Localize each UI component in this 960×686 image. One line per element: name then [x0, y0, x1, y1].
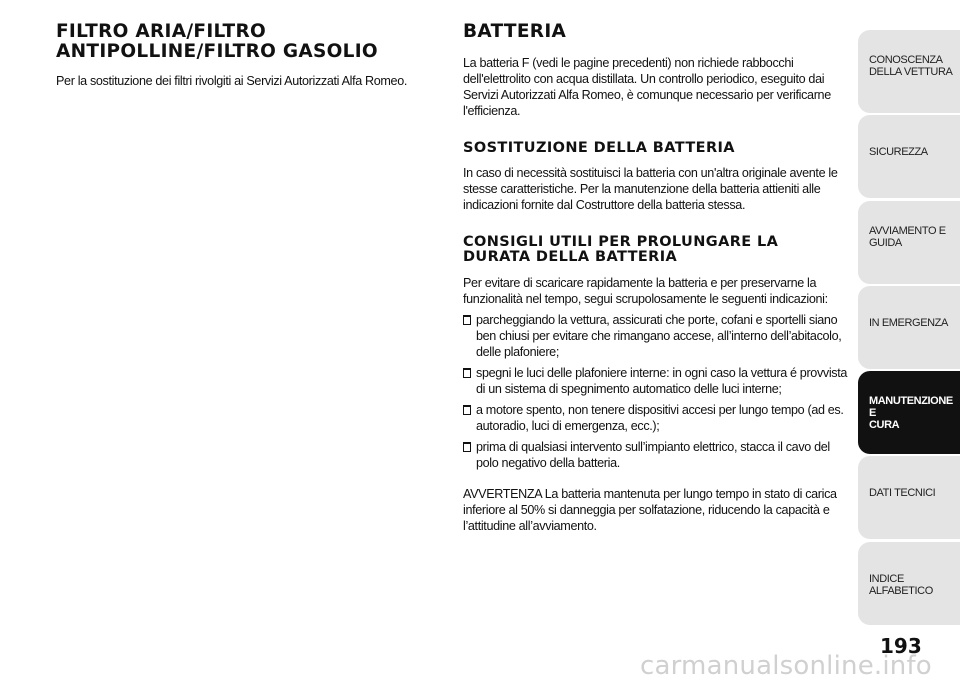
- list-item: [463, 439, 855, 471]
- heading-line-1: FILTRO ARIA/FILTRO: [56, 21, 267, 42]
- checkbox-bullet-icon: [463, 405, 471, 415]
- filters-body-text: Per la sostituzione dei filtri rivolgiti ai Servizi Autorizzati Alfa Romeo.: [56, 74, 408, 88]
- tab-label-line-2: GUIDA: [869, 236, 902, 249]
- tip-text: spegni le luci delle plafoniere interne: in ogni caso la vettura é provvista di un sistema di spegnimento automatico delle luci interne;: [476, 366, 848, 396]
- tips-heading-line-2: DURATA DELLA BATTERIA: [463, 249, 678, 265]
- left-column: [56, 22, 441, 89]
- tab-label: SICUREZZA: [869, 146, 928, 159]
- tab-label-line-1: CONOSCENZA: [869, 54, 943, 66]
- tab-label-line-1: AVVIAMENTO E: [869, 224, 946, 237]
- tips-intro-text: Per evitare di scaricare rapidamente la batteria e per preservarne la funzionalità nel tempo, segui scrupolosamente le seguenti indicazioni:: [463, 276, 828, 306]
- battery-column: [463, 22, 855, 534]
- tab-label: IN EMERGENZA: [869, 316, 948, 329]
- tab-avviamento-e-guida[interactable]: [858, 201, 960, 284]
- tip-text: prima di qualsiasi intervento sull’impianto elettrico, stacca il cavo del polo negativo della batteria.: [476, 440, 830, 470]
- list-item: [463, 312, 855, 360]
- tab-sicurezza[interactable]: [858, 115, 960, 198]
- tab-manutenzione-e-cura[interactable]: [858, 371, 960, 454]
- tab-label-line-2: CURA: [869, 419, 900, 432]
- list-item: [463, 365, 855, 397]
- checkbox-bullet-icon: [463, 368, 471, 378]
- subheading-battery-replacement: SOSTITUZIONE DELLA BATTERIA: [463, 140, 735, 156]
- tip-text: parcheggiando la vettura, assicurati che porte, cofani e sportelli siano ben chiusi per evitare che rimangano accese, all’interno dell’abitacolo, delle plafoniere;: [476, 313, 842, 359]
- tab-label: INDICE ALFABETICO: [869, 572, 933, 597]
- tab-label-line-2: DELLA VETTURA: [869, 66, 953, 78]
- tab-label: DATI TECNICI: [869, 487, 936, 500]
- page-number: 193: [880, 634, 922, 658]
- checkbox-bullet-icon: [463, 315, 471, 325]
- tab-dati-tecnici[interactable]: [858, 456, 960, 539]
- chapter-tabs: [858, 30, 960, 627]
- tab-conoscenza-della-vettura[interactable]: [858, 30, 960, 113]
- battery-body-text: La batteria F (vedi le pagine precedenti) non richiede rabbocchi dell'elettrolito con acqua distillata. Un controllo periodico, eseguito dai Servizi Autorizzati Alfa Romeo, è comunque necessario per verificarne l'efficienza.: [463, 56, 831, 118]
- subheading-battery-tips: [463, 235, 855, 265]
- section-heading-filters: [56, 22, 441, 62]
- checkbox-bullet-icon: [463, 442, 471, 452]
- tab-in-emergenza[interactable]: [858, 286, 960, 369]
- tab-indice-alfabetico[interactable]: [858, 542, 960, 625]
- watermark: carmanualsonline.info: [640, 651, 932, 681]
- replacement-body-text: In caso di necessità sostituisci la batteria con un'altra originale avente le stesse caratteristiche. Per la manutenzione della batteria attieniti alle indicazioni fornite dal Costruttore della batteria stessa.: [463, 166, 838, 212]
- heading-line-2: ANTIPOLLINE/FILTRO GASOLIO: [56, 41, 378, 62]
- section-heading-battery: BATTERIA: [463, 21, 567, 42]
- tips-list: [463, 312, 855, 471]
- tips-heading-line-1: CONSIGLI UTILI PER PROLUNGARE LA: [463, 234, 779, 250]
- tip-text: a motore spento, non tenere dispositivi accesi per lungo tempo (ad es. autoradio, luci di emergenza, ecc.);: [476, 403, 844, 433]
- tab-label-line-1: MANUTENZIONE E: [869, 395, 953, 420]
- warning-text: AVVERTENZA La batteria mantenuta per lungo tempo in stato di carica inferiore al 50% si danneggia per solfatazione, riducendo la capacità e l’attitudine all’avviamento.: [463, 487, 837, 533]
- list-item: [463, 402, 855, 434]
